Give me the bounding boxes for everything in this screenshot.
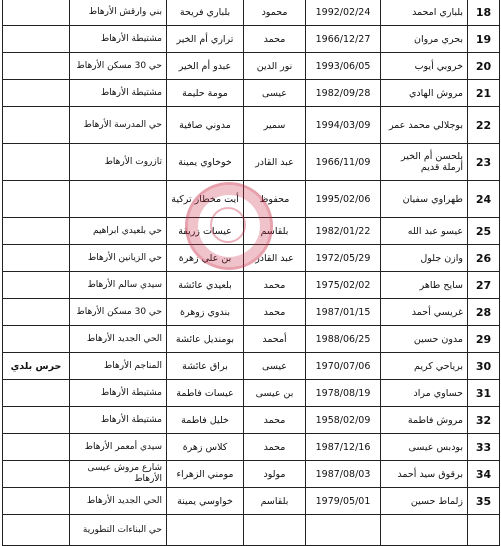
father-name-cell: محمود (244, 0, 306, 26)
table-row (3, 353, 500, 380)
mother-name-cell: عيسات زريقة (167, 218, 244, 245)
address-cell (70, 181, 167, 218)
table-row (3, 0, 500, 26)
row-number-cell: 34 (468, 461, 500, 488)
table-row (3, 380, 500, 407)
mother-name-cell: مدوني صافية (167, 107, 244, 144)
person-name-cell: بوجلالي محمد عمر (381, 107, 468, 144)
note-cell (3, 107, 70, 144)
mother-name-cell: مومة حليمة (167, 80, 244, 107)
address-cell: حي 30 مسكن الأرهاط (70, 53, 167, 80)
row-number-cell: 27 (468, 272, 500, 299)
father-name-cell: محمد (244, 26, 306, 53)
father-name-cell: نور الدين (244, 53, 306, 80)
address-cell: مشتيطة الأرهاط (70, 380, 167, 407)
birth-date-cell: 1970/07/06 (306, 353, 381, 380)
father-name-cell: محمد (244, 434, 306, 461)
person-name-cell: عيسو عبد الله (381, 218, 468, 245)
note-cell (3, 218, 70, 245)
person-name-cell: بلحسن أم الخير أرملة قديم (381, 144, 468, 181)
mother-name-cell: خواوسي يمينة (167, 488, 244, 515)
table-row (3, 26, 500, 53)
birth-date-cell: 1978/08/19 (306, 380, 381, 407)
father-name-cell: محمد (244, 407, 306, 434)
mother-name-cell: براق عائشة (167, 353, 244, 380)
birth-date-cell: 1995/02/06 (306, 181, 381, 218)
row-number-cell: 22 (468, 107, 500, 144)
address-cell: الحي الجديد الأرهاط (70, 326, 167, 353)
note-cell: حرس بلدي (3, 353, 70, 380)
row-number-cell: 31 (468, 380, 500, 407)
row-number-cell: 28 (468, 299, 500, 326)
address-cell: حي الزيانين الأرهاط (70, 245, 167, 272)
row-number-cell: 24 (468, 181, 500, 218)
table-row (3, 144, 500, 181)
row-number-cell: 25 (468, 218, 500, 245)
person-name-cell (381, 515, 468, 546)
birth-date-cell: 1982/01/22 (306, 218, 381, 245)
person-name-cell: وازن جلول (381, 245, 468, 272)
address-cell: سيدي سالم الأرهاط (70, 272, 167, 299)
note-cell (3, 0, 70, 26)
row-number-cell: 19 (468, 26, 500, 53)
birth-date-cell: 1993/06/05 (306, 53, 381, 80)
table-row (3, 434, 500, 461)
table-row (3, 272, 500, 299)
father-name-cell: عبد القادر (244, 144, 306, 181)
person-name-cell: حساوي مراد (381, 380, 468, 407)
row-number-cell: 26 (468, 245, 500, 272)
person-name-cell: بلباري امحمد (381, 0, 468, 26)
table-row (3, 515, 500, 546)
person-name-cell: برياحي كريم (381, 353, 468, 380)
row-number-cell (468, 515, 500, 546)
person-name-cell: مدون حسين (381, 326, 468, 353)
father-name-cell: أمحمد (244, 326, 306, 353)
note-cell (3, 434, 70, 461)
address-cell: حي البناءات التطورية (70, 515, 167, 546)
row-number-cell: 20 (468, 53, 500, 80)
person-name-cell: مروش فاطمة (381, 407, 468, 434)
table-row (3, 107, 500, 144)
table-row (3, 80, 500, 107)
note-cell (3, 407, 70, 434)
note-cell (3, 380, 70, 407)
father-name-cell: عبد القادر (244, 245, 306, 272)
row-number-cell: 32 (468, 407, 500, 434)
address-cell: المناجم الأرهاط (70, 353, 167, 380)
mother-name-cell: بن علي زهرة (167, 245, 244, 272)
father-name-cell: سمير (244, 107, 306, 144)
father-name-cell: محمد (244, 299, 306, 326)
row-number-cell: 21 (468, 80, 500, 107)
birth-date-cell: 1966/12/27 (306, 26, 381, 53)
father-name-cell: مولود (244, 461, 306, 488)
person-name-cell: بودبس عيسى (381, 434, 468, 461)
note-cell (3, 181, 70, 218)
birth-date-cell: 1972/05/29 (306, 245, 381, 272)
birth-date-cell: 1988/06/25 (306, 326, 381, 353)
note-cell (3, 53, 70, 80)
person-name-cell: برقوق سيد أحمد (381, 461, 468, 488)
row-number-cell: 18 (468, 0, 500, 26)
address-cell: حي بلعيدي ابراهيم (70, 218, 167, 245)
mother-name-cell: خوخاوي يمينة (167, 144, 244, 181)
row-number-cell: 33 (468, 434, 500, 461)
birth-date-cell: 1982/09/28 (306, 80, 381, 107)
table-row (3, 245, 500, 272)
row-number-cell: 35 (468, 488, 500, 515)
address-cell: بني وارقش الأرهاط (70, 0, 167, 26)
mother-name-cell: عيسات فاطمة (167, 380, 244, 407)
mother-name-cell: خليل فاطمة (167, 407, 244, 434)
father-name-cell: محمد (244, 272, 306, 299)
address-cell: حي المدرسة الأرهاط (70, 107, 167, 144)
address-cell: حي 30 مسكن الأرهاط (70, 299, 167, 326)
note-cell (3, 299, 70, 326)
address-cell: شارع مروش عيسى الأرهاط (70, 461, 167, 488)
note-cell (3, 461, 70, 488)
person-name-cell: زلماط حسين (381, 488, 468, 515)
address-cell: مشتيطة الأرهاط (70, 80, 167, 107)
person-name-cell: سايح طاهر (381, 272, 468, 299)
person-name-cell: خروبي أيوب (381, 53, 468, 80)
table-row (3, 488, 500, 515)
table-row (3, 218, 500, 245)
father-name-cell: عيسى (244, 353, 306, 380)
birth-date-cell (306, 515, 381, 546)
father-name-cell: بلقاسم (244, 488, 306, 515)
mother-name-cell: أيت مخطار تركية (167, 181, 244, 218)
father-name-cell: بن عيسى (244, 380, 306, 407)
father-name-cell: محفوظ (244, 181, 306, 218)
mother-name-cell: عبدو أم الخير (167, 53, 244, 80)
row-number-cell: 29 (468, 326, 500, 353)
note-cell (3, 515, 70, 546)
address-cell: مشتيطة الأرهاط (70, 407, 167, 434)
mother-name-cell: بلباري فريحة (167, 0, 244, 26)
address-cell: تازروت الأرهاط (70, 144, 167, 181)
note-cell (3, 488, 70, 515)
mother-name-cell: تراري أم الخير (167, 26, 244, 53)
table-row (3, 53, 500, 80)
note-cell (3, 272, 70, 299)
note-cell (3, 144, 70, 181)
address-cell: سيدي أمعمر الأرهاط (70, 434, 167, 461)
father-name-cell: عيسى (244, 80, 306, 107)
mother-name-cell: مومني الزهراء (167, 461, 244, 488)
birth-date-cell: 1992/02/24 (306, 0, 381, 26)
row-number-cell: 30 (468, 353, 500, 380)
address-cell: مشتيطة الأرهاط (70, 26, 167, 53)
table-row (3, 181, 500, 218)
note-cell (3, 80, 70, 107)
birth-date-cell: 1987/12/16 (306, 434, 381, 461)
birth-date-cell: 1975/02/02 (306, 272, 381, 299)
personnel-table (2, 0, 500, 546)
birth-date-cell: 1987/08/03 (306, 461, 381, 488)
father-name-cell: بلقاسم (244, 218, 306, 245)
birth-date-cell: 1987/01/15 (306, 299, 381, 326)
table-row (3, 407, 500, 434)
person-name-cell: غريسي أحمد (381, 299, 468, 326)
mother-name-cell: بندوي زوهرة (167, 299, 244, 326)
note-cell (3, 245, 70, 272)
birth-date-cell: 1966/11/09 (306, 144, 381, 181)
note-cell (3, 326, 70, 353)
father-name-cell (244, 515, 306, 546)
mother-name-cell (167, 515, 244, 546)
note-cell (3, 26, 70, 53)
person-name-cell: طهراوي سفيان (381, 181, 468, 218)
mother-name-cell: بومنديل عائشة (167, 326, 244, 353)
mother-name-cell: كلاس زهرة (167, 434, 244, 461)
table-row (3, 461, 500, 488)
birth-date-cell: 1994/03/09 (306, 107, 381, 144)
birth-date-cell: 1958/02/09 (306, 407, 381, 434)
address-cell: الحي الجديد الأرهاط (70, 488, 167, 515)
table-row (3, 299, 500, 326)
table-row (3, 326, 500, 353)
mother-name-cell: بلعيدي عائشة (167, 272, 244, 299)
row-number-cell: 23 (468, 144, 500, 181)
birth-date-cell: 1979/05/01 (306, 488, 381, 515)
person-name-cell: مروش الهادي (381, 80, 468, 107)
person-name-cell: بحري مروان (381, 26, 468, 53)
